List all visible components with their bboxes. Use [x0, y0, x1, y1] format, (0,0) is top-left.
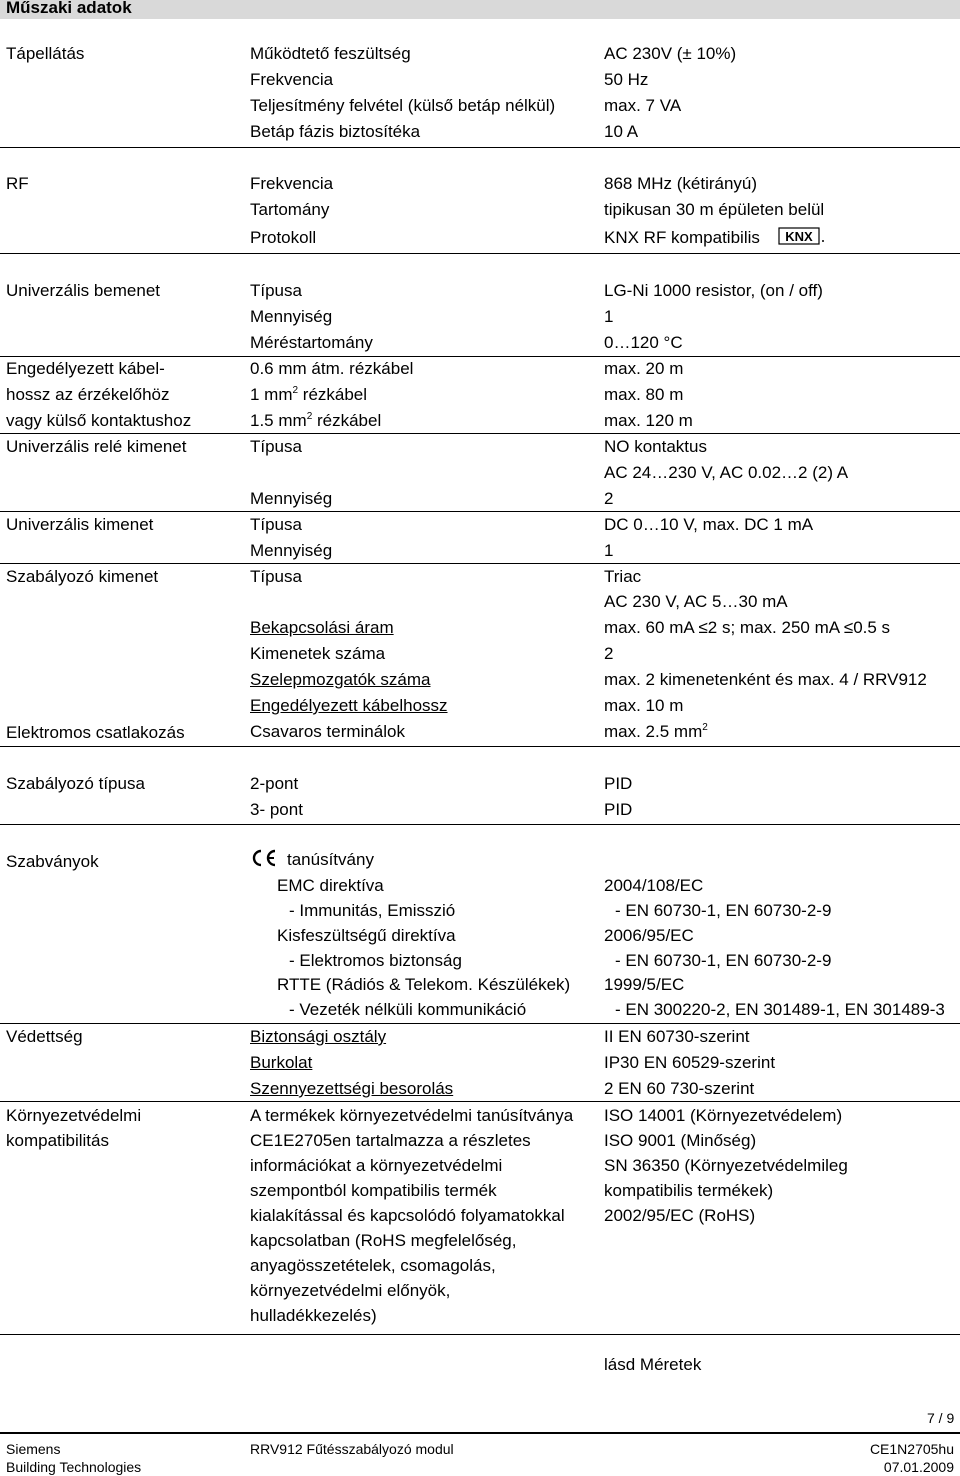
see-dimensions-link[interactable]: lásd Méretek [604, 1355, 702, 1374]
spec-label: - Vezeték nélküli kommunikáció [289, 1000, 527, 1019]
spec-label: 1 $mm^2$ rézkábel [250, 385, 368, 404]
section-divider [0, 253, 960, 254]
spec-label: Bekapcsolási áram [250, 618, 394, 637]
spec-value: 868 MHz (kétirányú) [604, 174, 758, 193]
spec-label: 2-pont [250, 774, 299, 793]
spec-value: ISO 9001 (Minőség) [604, 1131, 757, 1150]
spec-value: 1 [604, 307, 614, 326]
spec-value: 2002/95/EC (RoHS) [604, 1206, 756, 1225]
spec-label: Teljesítmény felvétel (külső betáp nélkül) [250, 96, 556, 115]
spec-value: AC 24…230 V, AC 0.02…2 (2) A [604, 463, 849, 482]
section-header-bar [0, 0, 960, 19]
row-divider [0, 356, 960, 357]
spec-value: 2 [604, 489, 614, 508]
category-environmental-1: Környezetvédelmi [6, 1106, 142, 1125]
footer-date: 07.01.2009 [883, 1459, 954, 1475]
spec-value: max. 2 kimenetenként és max. 4 / RRV912 [604, 670, 927, 689]
spec-label: EMC direktíva [277, 876, 384, 895]
env-text-line: információkat a környezetvédelmi [250, 1156, 503, 1175]
spec-value: max. 10 m [604, 696, 684, 715]
section-divider [0, 147, 960, 148]
category-universal-input: Univerzális bemenet [6, 281, 161, 300]
spec-label: Típusa [250, 281, 302, 300]
spec-value: max. 7 VA [604, 96, 682, 115]
category-controller-output: Szabályozó kimenet [6, 567, 159, 586]
spec-label: Méréstartomány [250, 333, 373, 352]
row-divider [0, 563, 960, 564]
footer-doc-code: CE1N2705hu [869, 1441, 954, 1457]
category-cable-length-3: vagy külső kontaktushoz [6, 411, 192, 430]
spec-value: LG-Ni 1000 resistor, (on / off) [604, 281, 823, 300]
spec-label: Mennyiség [250, 541, 333, 560]
footer-company: Siemens [6, 1441, 61, 1457]
category-cable-length-1: Engedélyezett kábel- [6, 359, 165, 378]
spec-label: Protokoll [250, 228, 317, 247]
knx-logo-icon [778, 226, 826, 246]
spec-value: PID [604, 774, 633, 793]
env-text-line: kialakítással és kapcsolódó folyamatokkal [250, 1206, 565, 1225]
category-electrical-connection: Elektromos csatlakozás [6, 723, 185, 742]
spec-label: Működtető feszültség [250, 44, 411, 63]
spec-value: 2 EN 60 730-szerint [604, 1079, 755, 1098]
spec-label: Szelepmozgatók száma [250, 670, 431, 689]
section-divider [0, 824, 960, 825]
env-text-line: anyagösszetételek, csomagolás, [250, 1256, 496, 1275]
spec-value: tipikusan 30 m épületen belül [604, 200, 825, 219]
footer-doc-title: RRV912 Fűtésszabályozó modul [250, 1441, 454, 1457]
footer-divider [0, 1432, 960, 1434]
spec-label: 3- pont [250, 800, 303, 819]
row-divider [0, 511, 960, 512]
spec-value: - EN 60730-1, EN 60730-2-9 [615, 951, 832, 970]
category-standards: Szabványok [6, 852, 99, 871]
spec-value: AC 230V (± 10%) [604, 44, 737, 63]
spec-value: kompatibilis termékek) [604, 1181, 774, 1200]
spec-label: Kimenetek száma [250, 644, 386, 663]
spec-label: Típusa [250, 437, 302, 456]
spec-value: 10 A [604, 122, 639, 141]
section-divider [0, 746, 960, 747]
spec-label: - Elektromos biztonság [289, 951, 462, 970]
spec-value: - EN 60730-1, EN 60730-2-9 [615, 901, 832, 920]
spec-label: Frekvencia [250, 174, 334, 193]
spec-value: DC 0…10 V, max. DC 1 mA [604, 515, 814, 534]
spec-value: AC 230 V, AC 5…30 mA [604, 592, 788, 611]
env-text-line: környezetvédelmi előnyök, [250, 1281, 451, 1300]
spec-value: max. 120 m [604, 411, 693, 430]
spec-value: max. 80 m [604, 385, 684, 404]
spec-value: 1 [604, 541, 614, 560]
spec-value: SN 36350 (Környezetvédelmileg [604, 1156, 848, 1175]
row-divider [0, 1101, 960, 1102]
spec-label: 0.6 mm átm. rézkábel [250, 359, 414, 378]
spec-value: max. 2.5 $mm^2$ [604, 722, 708, 741]
svg-text:KNX: KNX [785, 229, 813, 244]
spec-label: Betáp fázis biztosítéka [250, 122, 421, 141]
spec-value: 0…120 °C [604, 333, 683, 352]
category-rf: RF [6, 174, 29, 193]
spec-value: - EN 300220-2, EN 301489-1, EN 301489-3 [615, 1000, 945, 1019]
spec-value: IP30 EN 60529-szerint [604, 1053, 776, 1072]
row-divider [0, 433, 960, 434]
spec-label: Biztonsági osztály [250, 1027, 387, 1046]
spec-label: Szennyezettségi besorolás [250, 1079, 454, 1098]
env-text-line: szempontból kompatibilis termék [250, 1181, 497, 1200]
row-divider [0, 1023, 960, 1024]
spec-value: 2006/95/EC [604, 926, 694, 945]
section-title: Műszaki adatok [6, 0, 132, 17]
spec-label: Mennyiség [250, 307, 333, 326]
spec-value: max. 60 mA ≤2 s; max. 250 mA ≤0.5 s [604, 618, 891, 637]
category-power-supply: Tápellátás [6, 44, 85, 63]
spec-value: 2004/108/EC [604, 876, 704, 895]
spec-label: Engedélyezett kábelhossz [250, 696, 448, 715]
spec-label: Típusa [250, 515, 302, 534]
spec-label: Frekvencia [250, 70, 334, 89]
ce-mark-icon [250, 848, 278, 868]
spec-label: - Immunitás, Emisszió [289, 901, 456, 920]
category-cable-length-2: hossz az érzékelőhöz [6, 385, 170, 404]
spec-label: Kisfeszültségű direktíva [277, 926, 456, 945]
spec-label: Tartomány [250, 200, 330, 219]
spec-label: 1.5 $mm^2$ rézkábel [250, 411, 382, 430]
spec-label: Mennyiség [250, 489, 333, 508]
section-divider [0, 1334, 960, 1335]
env-text-line: kapcsolatban (RoHS megfelelőség, [250, 1231, 517, 1250]
spec-value: KNX RF kompatibilis [604, 228, 760, 247]
spec-label: Burkolat [250, 1053, 313, 1072]
spec-value: 50 Hz [604, 70, 649, 89]
spec-value: 2 [604, 644, 614, 663]
category-controller-type: Szabályozó típusa [6, 774, 145, 793]
category-environmental-2: kompatibilitás [6, 1131, 109, 1150]
spec-label: tanúsítvány [287, 850, 374, 869]
spec-value: 1999/5/EC [604, 975, 685, 994]
spec-value: Triac [604, 567, 642, 586]
spec-value: max. 20 m [604, 359, 684, 378]
page-number: 7 / 9 [927, 1410, 955, 1426]
spec-label: RTTE (Rádiós & Telekom. Készülékek) [277, 975, 571, 994]
category-universal-relay-output: Univerzális relé kimenet [6, 437, 187, 456]
spec-value: NO kontaktus [604, 437, 707, 456]
spec-value: II EN 60730-szerint [604, 1027, 750, 1046]
category-universal-output: Univerzális kimenet [6, 515, 154, 534]
env-text-line: hulladékkezelés) [250, 1306, 377, 1325]
category-protection: Védettség [6, 1027, 83, 1046]
env-text-line: A termékek környezetvédelmi tanúsítványa [250, 1106, 574, 1125]
spec-label: Csavaros terminálok [250, 722, 405, 741]
spec-value: PID [604, 800, 633, 819]
env-text-line: CE1E2705en tartalmazza a részletes [250, 1131, 531, 1150]
spec-value: ISO 14001 (Környezetvédelem) [604, 1106, 843, 1125]
spec-label: Típusa [250, 567, 302, 586]
footer-company-division: Building Technologies [6, 1459, 142, 1475]
